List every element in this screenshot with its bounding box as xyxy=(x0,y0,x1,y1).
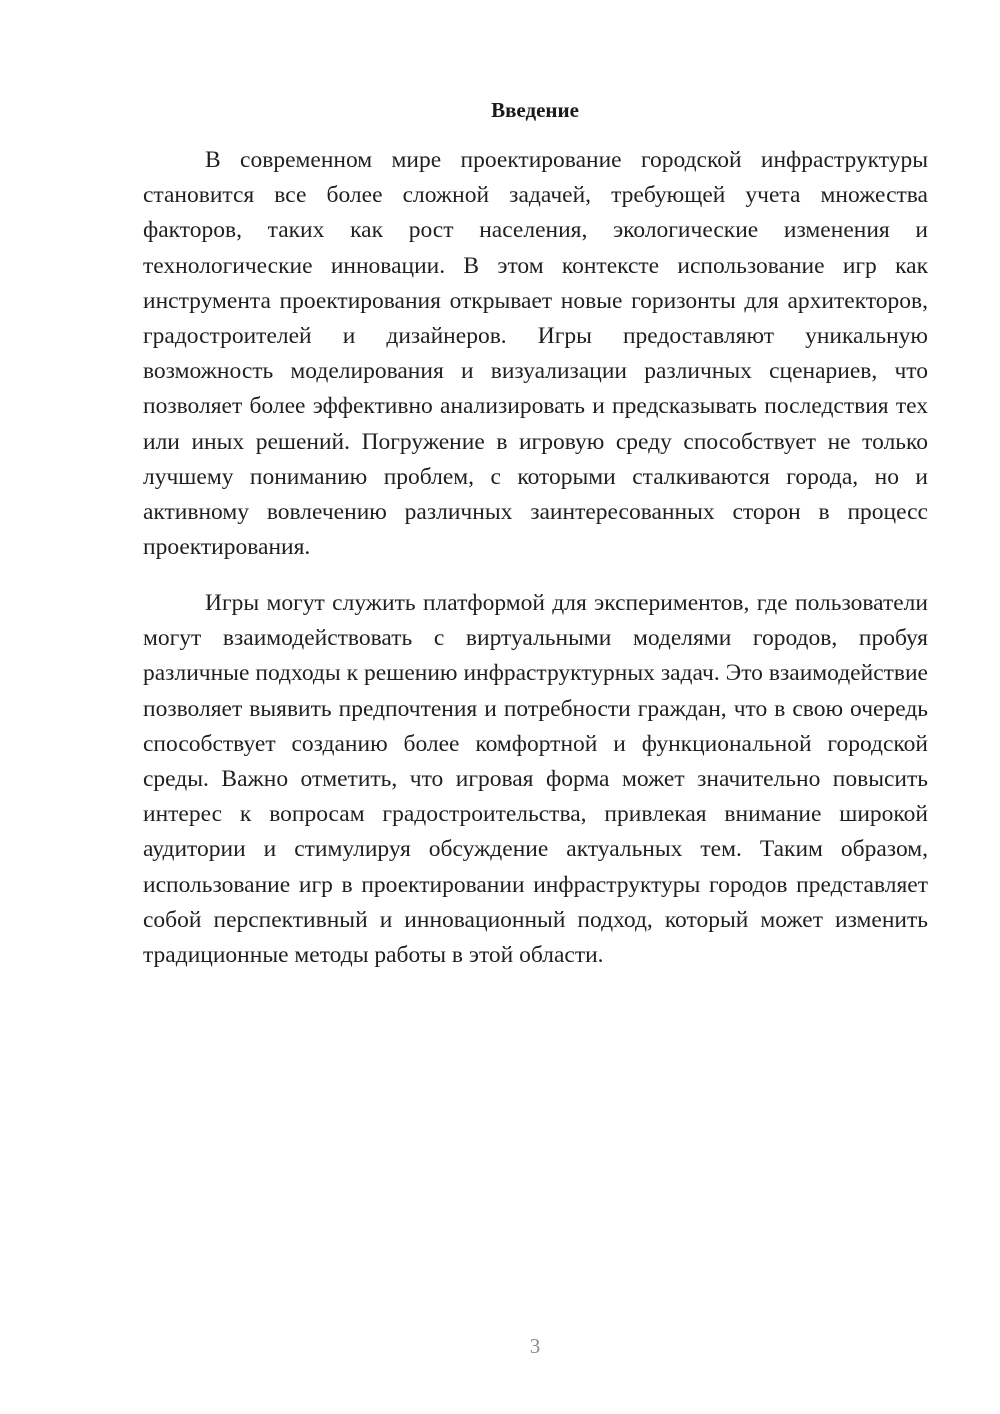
paragraph-1: В современном мире проектирование городской инфраструктуры становится все более сложной задачей, требующей учета множества факторов, таких как рост населения, экологические изменения и технологические инновации. В этом контексте использование игр как инструмента проектирования открывает новые горизонты для архитекторов, градостроителей и дизайнеров. Игры предоставляют уникальную возможность моделирования и визуализации различных сценариев, что позволяет более эффективно анализировать и предсказывать последствия тех или иных решений. Погружение в игровую среду способствует не только лучшему пониманию проблем, с которыми сталкиваются города, но и активному вовлечению различных заинтересованных сторон в процесс проектирования. xyxy=(143,147,928,561)
paragraph-2: Игры могут служить платформой для экспериментов, где пользователи могут взаимодействовать с виртуальными моделями городов, пробуя различные подходы к решению инфраструктурных задач. Это взаимодействие позволяет выявить предпочтения и потребности граждан, что в свою очередь способствует созданию более комфортной и функциональной городской среды. Важно отметить, что игровая форма может значительно повысить интерес к вопросам градостроительства, привлекая внимание широкой аудитории и стимулируя обсуждение актуальных тем. Таким образом, использование игр в проектировании инфраструктуры городов представляет собой перспективный и инновационный подход, который может изменить традиционные методы работы в этой области. xyxy=(143,590,928,969)
section-heading: Введение xyxy=(491,98,579,122)
page-number: 3 xyxy=(529,1334,541,1358)
